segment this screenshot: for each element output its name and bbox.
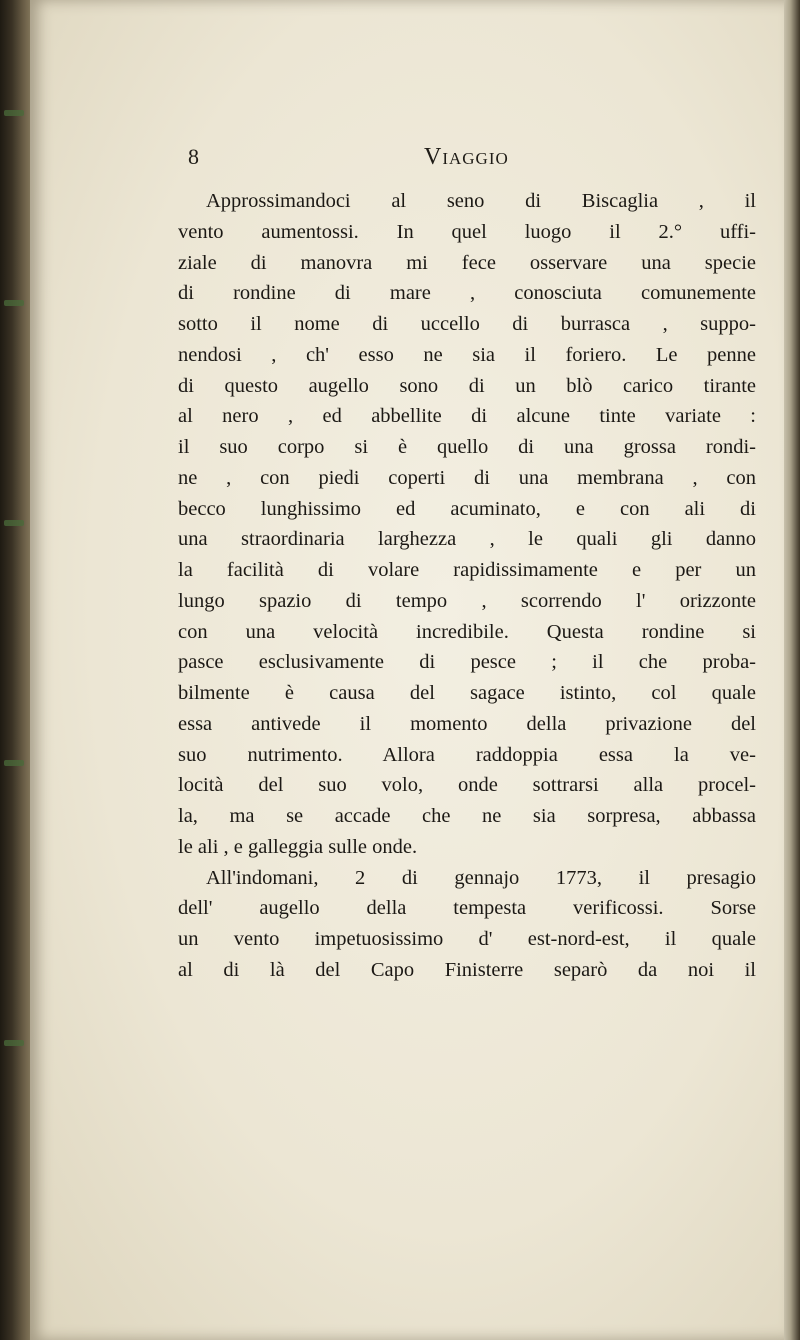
- running-head: Viaggio: [424, 144, 509, 170]
- book-spine: [0, 0, 34, 1340]
- text-line: locità del suo volo, onde sottrarsi alla procel-: [178, 774, 756, 797]
- text-line: al nero , ed abbellite di alcune tinte variate :: [178, 405, 756, 428]
- text-line: sotto il nome di uccello di burrasca , suppo-: [178, 313, 756, 335]
- text-line: ne , con piedi coperti di una membrana , con: [178, 466, 756, 489]
- page-header: [30, 144, 786, 180]
- text-line: una straordinaria larghezza , le quali gli danno: [178, 528, 756, 551]
- text-line: nendosi , ch' esso ne sia il foriero. Le penne: [178, 343, 756, 366]
- page-edge: [784, 0, 800, 1340]
- text-line: il suo corpo si è quello di una grossa rondi-: [178, 436, 756, 458]
- page-number: 8: [188, 144, 199, 169]
- text-line: All'indomani, 2 di gennajo 1773, il presagio: [206, 866, 756, 889]
- paragraph: [178, 863, 756, 986]
- text-line: suo nutrimento. Allora raddoppia essa la ve-: [178, 743, 756, 766]
- binding-stain: [4, 760, 24, 766]
- binding-stain: [4, 300, 24, 306]
- paragraph: [178, 186, 756, 863]
- text-line: la, ma se accade che ne sia sorpresa, abbassa: [178, 805, 756, 827]
- text-line: becco lunghissimo ed acuminato, e con ali di: [178, 497, 756, 520]
- text-line: dell' augello della tempesta verificossi. Sorse: [178, 897, 756, 920]
- text-line: vento aumentossi. In quel luogo il 2.° uffi-: [178, 220, 756, 243]
- text-line: le ali , e galleggia sulle onde.: [178, 835, 418, 858]
- text-line: di questo augello sono di un blò carico tirante: [178, 374, 756, 397]
- text-line: la facilità di volare rapidissimamente e per un: [178, 559, 756, 581]
- text-line: Approssimandoci al seno di Biscaglia , il: [206, 190, 756, 212]
- text-line: con una velocità incredibile. Questa rondine si: [178, 620, 756, 643]
- text-line: al di là del Capo Finisterre separò da noi il: [178, 958, 756, 981]
- body-text: [178, 186, 756, 986]
- text-line: bilmente è causa del sagace istinto, col quale: [178, 682, 756, 704]
- text-line: pasce esclusivamente di pesce ; il che proba-: [178, 651, 756, 674]
- text-line: di rondine di mare , conosciuta comunemente: [178, 282, 756, 305]
- binding-stain: [4, 1040, 24, 1046]
- text-line: lungo spazio di tempo , scorrendo l' orizzonte: [178, 589, 756, 612]
- text-line: ziale di manovra mi fece osservare una specie: [178, 251, 756, 274]
- text-line: essa antivede il momento della privazione del: [178, 712, 756, 735]
- text-line: un vento impetuosissimo d' est-nord-est, il quale: [178, 928, 756, 950]
- binding-stain: [4, 520, 24, 526]
- binding-stain: [4, 110, 24, 116]
